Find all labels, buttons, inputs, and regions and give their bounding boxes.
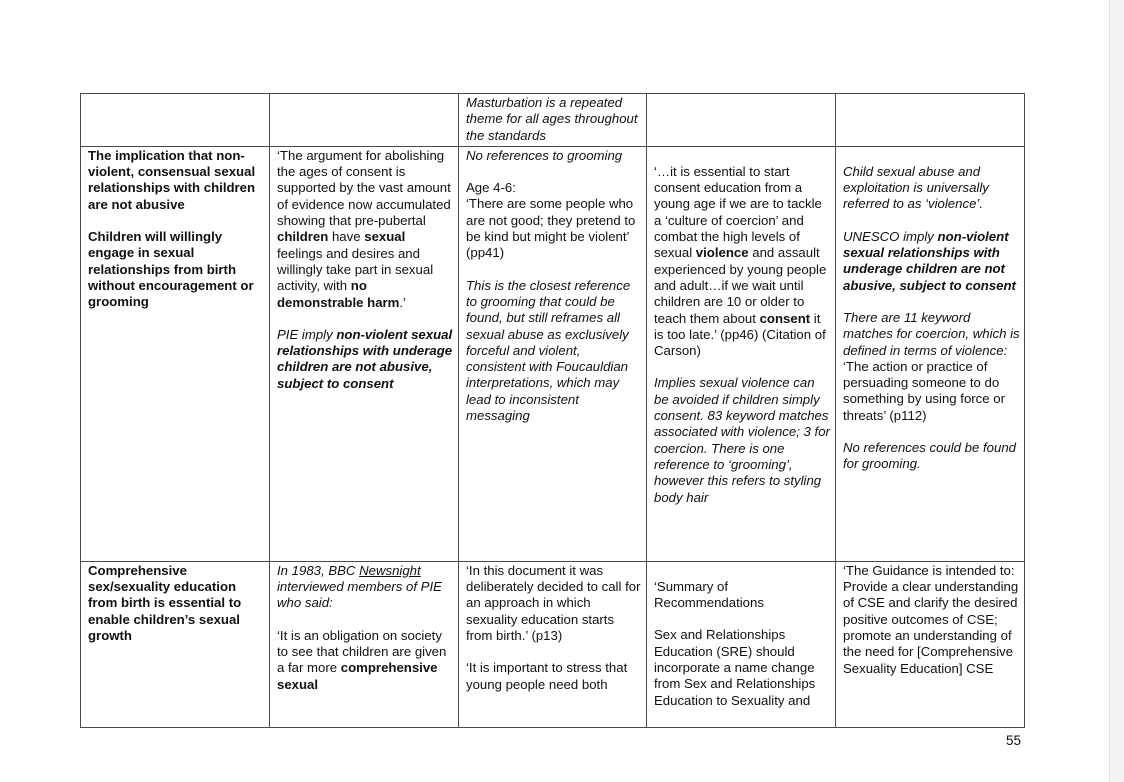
scrollbar[interactable] <box>1109 0 1124 782</box>
analysis-text: This is the closest reference to grooming that could be found, but still reframes all sexual abuse as exclusively forceful and violent, consistent with Foucauldian interpretations, which may lead to inconsistent messaging <box>466 277 631 424</box>
table-cell <box>836 94 1025 147</box>
analysis-text: Implies sexual violence can be avoided if children simply consent. 83 keyword matches associated with violence; 3 for coercion. There is one reference to ‘grooming’, however this refers to styling body hair <box>654 375 830 505</box>
table-cell <box>647 94 836 147</box>
quote-text: ‘In this document it was deliberately decided to call for an approach in which sexuality education starts from birth.’ (p13) <box>466 562 641 644</box>
analysis-text: Child sexual abuse and exploitation is universally referred to as ‘violence’. <box>843 163 989 212</box>
table-cell <box>81 94 270 147</box>
theme-heading: Comprehensive sex/sexuality education from birth is essential to enable children’s sexual growth <box>88 562 242 644</box>
table-cell <box>81 146 270 561</box>
table-cell <box>459 94 647 147</box>
table-cell <box>270 94 459 147</box>
table-cell <box>270 146 459 561</box>
quote-text: Age 4-6: ‘There are some people who are not good; they pretend to be kind but might be violent’ (pp41) <box>466 180 636 261</box>
cell-text: Masturbation is a repeated theme for all ages throughout the standards <box>466 95 638 143</box>
quote-text: ‘Summary of Recommendations <box>654 578 764 611</box>
page-number: 55 <box>1006 733 1022 748</box>
analysis-text: There are 11 keyword matches for coercion, which is defined in terms of violence: ‘The action or practice of persuading someone to do something by using force or threats’ (p112) <box>843 309 1020 423</box>
quote-text: ‘It is important to stress that young people need both <box>466 660 628 692</box>
table-cell <box>836 146 1025 561</box>
analysis-text: In 1983, BBC Newsnight interviewed members of PIE who said: <box>277 562 442 611</box>
comparison-table <box>80 93 1025 728</box>
analysis-text: UNESCO imply non-violent sexual relationships with underage children are not abusive, subject to consent <box>843 228 1016 293</box>
table-row <box>81 146 1025 561</box>
quote-text: ‘…it is essential to start consent education from a young age if we are to tackle a ‘culture of coercion’ and combat the high levels of sexual violence and assault experienced by young people and adult…if we wait until children are 10 or older to teach them about consent it is too late.’ (pp46) (Citation of Carson) <box>654 163 827 359</box>
quote-text: ‘The argument for abolishing the ages of consent is supported by the vast amount of evidence now accumulated showing that pre-pubertal children have sexual feelings and desires and willingly take part in sexual activity, with no demonstrable harm.’ <box>277 147 451 310</box>
table-cell <box>81 561 270 727</box>
quote-text: Provide a clear understanding of CSE and clarify the desired positive outcomes of CSE; promote an understanding of the need for [Comprehensive Sexuality Education] CSE <box>843 579 1019 676</box>
table-cell <box>647 561 836 727</box>
table-cell <box>270 561 459 727</box>
table-row <box>81 94 1025 147</box>
table-row <box>81 561 1025 727</box>
quote-text: Sex and Relationships Education (SRE) should incorporate a name change from Sex and Relationships Education to Sexuality and <box>654 627 816 708</box>
theme-heading: The implication that non-violent, consensual sexual relationships with children are not abusive <box>88 147 256 212</box>
table-cell <box>459 146 647 561</box>
table-cell <box>647 146 836 561</box>
quote-text: ‘The Guidance is intended to: <box>843 562 1015 578</box>
analysis-text: No references to grooming <box>466 147 623 163</box>
table-cell <box>459 561 647 727</box>
table-cell <box>836 561 1025 727</box>
theme-heading: Children will willingly engage in sexual relationships from birth without encouragement or grooming <box>88 229 254 310</box>
quote-text: ‘It is an obligation on society to see that children are given a far more comprehensive sexual <box>277 627 447 692</box>
analysis-text: No references could be found for grooming. <box>843 440 1017 472</box>
analysis-text: PIE imply non-violent sexual relationships with underage children are not abusive, subject to consent <box>277 326 453 391</box>
